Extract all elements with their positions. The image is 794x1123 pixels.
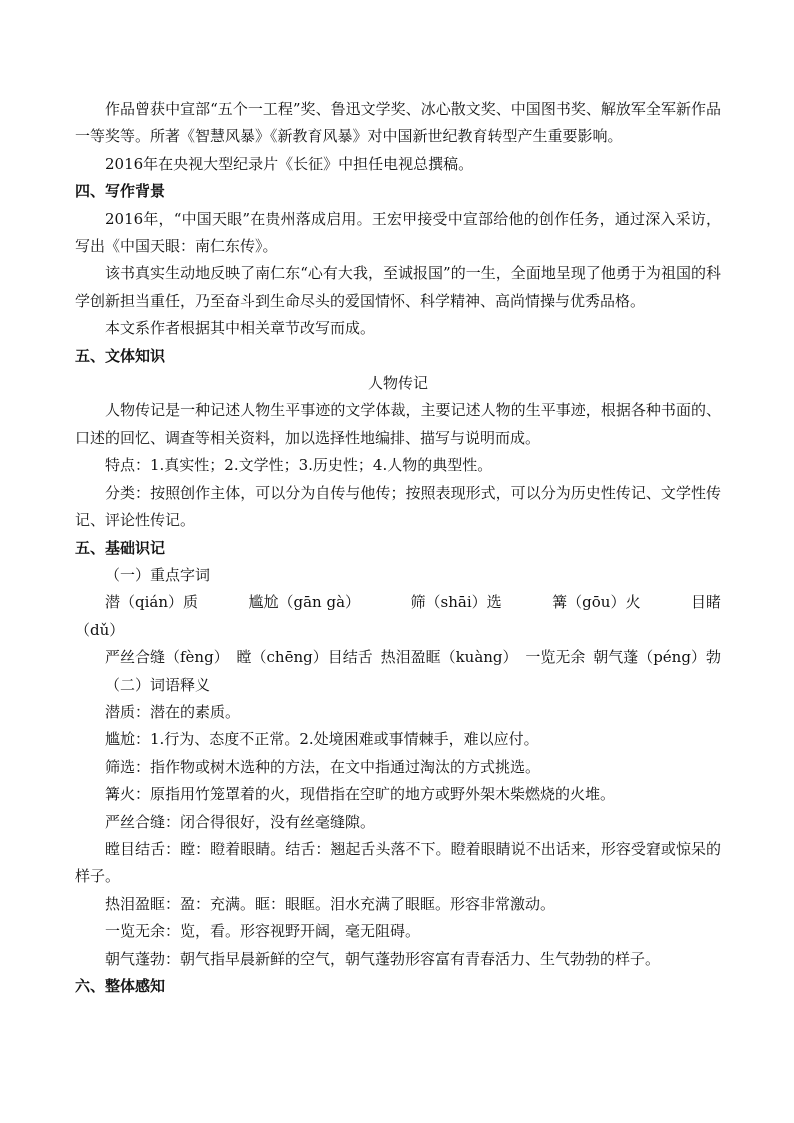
pinyin-row-2 xyxy=(75,644,721,671)
definition-item: 热泪盈眶：盈：充满。眶：眼眶。泪水充满了眼眶。形容非常激动。 xyxy=(105,894,556,913)
background-paragraph-1: 2016年，“中国天眼”在贵州落成启用。王宏甲接受中宣部给他的创作任务，通过深入采访，写出《中国天眼：南仁东传》。 xyxy=(75,209,721,256)
definition-item: 篝火：原指用竹笼罩着的火，现借指在空旷的地方或野外架木柴燃烧的火堆。 xyxy=(105,785,616,804)
word-item: 尴尬（gān gà） xyxy=(248,593,361,612)
background-paragraph-2: 该书真实生动地反映了南仁东“心有大我，至诚报国”的一生，全面地呈现了他勇于为祖国的科学创新担当重任，乃至奋斗到生命尽头的爱国情怀、科学精神、高尚情操与优秀品格。 xyxy=(75,264,721,310)
author-intro-paragraph: 作品曾获中宣部“五个一工程”奖、鲁迅文学奖、冰心散文奖、中国图书奖、解放军全军新作品一等奖等。所著《智慧风暴》《新教育风暴》对中国新世纪教育转型产生重要影响。 xyxy=(75,100,721,146)
definition-item: 潜质：潜在的素质。 xyxy=(105,702,241,721)
definition-item: 瞠目结舌：瞠：瞪着眼睛。结舌：翘起舌头落不下。瞪着眼睛说不出话来，形容受窘或惊呆的样子。 xyxy=(75,839,721,886)
section-heading-genre: 五、文体知识 xyxy=(75,346,166,365)
word-item: 一览无余 xyxy=(525,648,586,667)
word-item: 目睹 xyxy=(690,593,721,612)
section-heading-background: 四、写作背景 xyxy=(75,182,166,201)
subheading-key-words: （一）重点字词 xyxy=(105,565,211,584)
genre-paragraph-1: 人物传记是一种记述人物生平事迹的文学体裁，主要记述人物的生平事迹，根据各种书面的、口述的回忆、调查等相关资料，加以选择性地编排、描写与说明而成。 xyxy=(75,401,721,447)
word-item: 篝（gōu）火 xyxy=(552,593,641,612)
section-heading-basics: 五、基础识记 xyxy=(75,538,166,557)
document-body xyxy=(75,96,721,1000)
definition-item: 严丝合缝：闭合得很好，没有丝毫缝隙。 xyxy=(105,812,376,831)
pinyin-row-1-wrap: （dǔ） xyxy=(75,620,125,639)
genre-subtitle: 人物传记 xyxy=(367,374,428,393)
genre-classification: 分类：按照创作主体，可以分为自传与他传；按照表现形式，可以分为历史性传记、文学性传记、评论性传记。 xyxy=(75,483,721,530)
section-heading-overview: 六、整体感知 xyxy=(75,977,166,995)
genre-features: 特点：1.真实性；2.文学性；3.历史性；4.人物的典型性。 xyxy=(105,456,493,475)
word-item: 严丝合缝（fèng） xyxy=(105,648,229,667)
background-paragraph-3: 本文系作者根据其中相关章节改写而成。 xyxy=(105,319,376,338)
pinyin-row-1 xyxy=(75,589,721,616)
definition-item: 尴尬：1.行为、态度不正常。2.处境困难或事情棘手，难以应付。 xyxy=(105,730,539,749)
definition-item: 一览无余：览，看。形容视野开阔，毫无阻碍。 xyxy=(105,922,421,941)
subheading-definitions: （二）词语释义 xyxy=(105,675,211,694)
word-item: 潜（qián）质 xyxy=(105,593,199,612)
definition-item: 朝气蓬勃：朝气指早晨新鲜的空气，朝气蓬勃形容富有青春活力、生气勃勃的样子。 xyxy=(105,949,661,968)
word-item: 朝气蓬（péng）勃 xyxy=(593,648,721,667)
definition-item: 筛选：指作物或树木选种的方法，在文中指通过淘汰的方式挑选。 xyxy=(105,757,541,776)
word-item: 筛（shāi）选 xyxy=(410,593,502,612)
word-item: 瞠（chēng）目结舌 xyxy=(236,648,373,667)
word-item: 热泪盈眶（kuàng） xyxy=(380,648,518,667)
author-intro-paragraph-2: 2016年在央视大型纪录片《长征》中担任电视总撰稿。 xyxy=(105,154,474,173)
